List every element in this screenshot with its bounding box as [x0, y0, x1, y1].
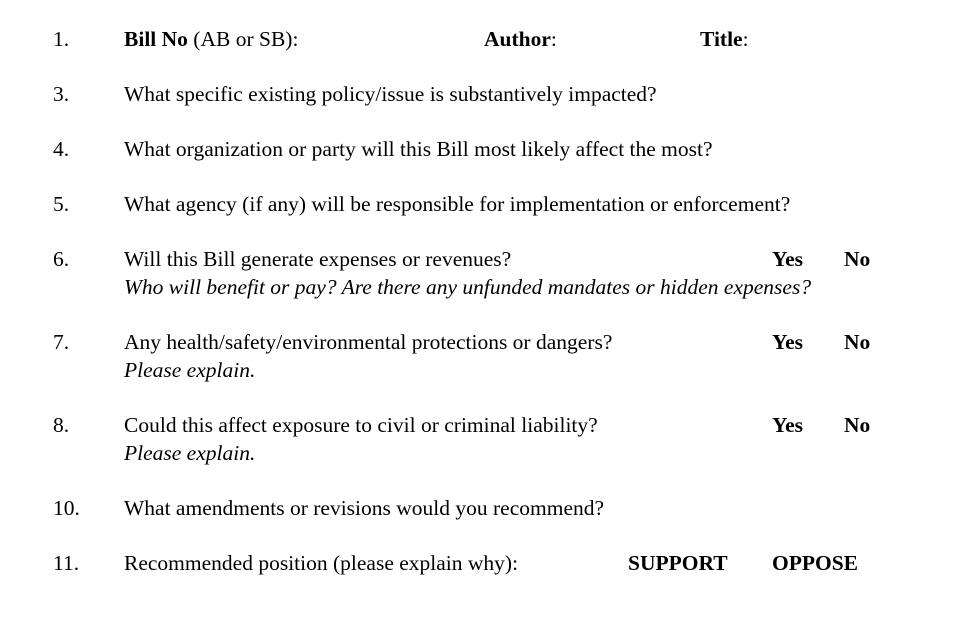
bill-number-field	[124, 25, 298, 53]
bill-number-label: Bill No	[124, 27, 188, 51]
item-number: 7.	[53, 330, 70, 354]
question-text: What specific existing policy/issue is substantively impacted?	[124, 82, 657, 106]
question-text: Any health/safety/environmental protections or dangers?	[124, 330, 613, 354]
item-number: 8.	[53, 413, 70, 437]
author-field	[484, 25, 557, 53]
question-text: Could this affect exposure to civil or criminal liability?	[124, 413, 598, 437]
item-number: 3.	[53, 82, 70, 106]
question-subtext: Please explain.	[124, 358, 256, 382]
yes-option[interactable]: Yes	[772, 330, 804, 354]
question-subtext: Who will benefit or pay? Are there any unfunded mandates or hidden expenses?	[124, 275, 812, 299]
no-option[interactable]: No	[844, 330, 871, 354]
bill-number-hint: (AB or SB):	[193, 27, 299, 51]
title-colon: :	[742, 27, 749, 51]
item-number: 11.	[53, 551, 80, 575]
title-label: Title	[700, 27, 743, 51]
item-number: 5.	[53, 192, 70, 216]
author-label: Author	[484, 27, 551, 51]
question-text: Recommended position (please explain why):	[124, 551, 519, 575]
no-option[interactable]: No	[844, 413, 871, 437]
item-number: 6.	[53, 247, 70, 271]
item-number: 10.	[53, 496, 80, 520]
question-text: Will this Bill generate expenses or revenues?	[124, 247, 512, 271]
item-number: 1.	[53, 27, 70, 51]
question-subtext: Please explain.	[124, 441, 256, 465]
yes-option[interactable]: Yes	[772, 247, 804, 271]
item-number: 4.	[53, 137, 70, 161]
no-option[interactable]: No	[844, 247, 871, 271]
yes-option[interactable]: Yes	[772, 413, 804, 437]
question-text: What agency (if any) will be responsible for implementation or enforcement?	[124, 192, 791, 216]
author-colon: :	[550, 27, 557, 51]
question-text: What amendments or revisions would you recommend?	[124, 496, 605, 520]
question-text: What organization or party will this Bill most likely affect the most?	[124, 137, 713, 161]
oppose-option[interactable]: OPPOSE	[772, 551, 859, 575]
title-field	[700, 25, 749, 53]
support-option[interactable]: SUPPORT	[628, 551, 728, 575]
